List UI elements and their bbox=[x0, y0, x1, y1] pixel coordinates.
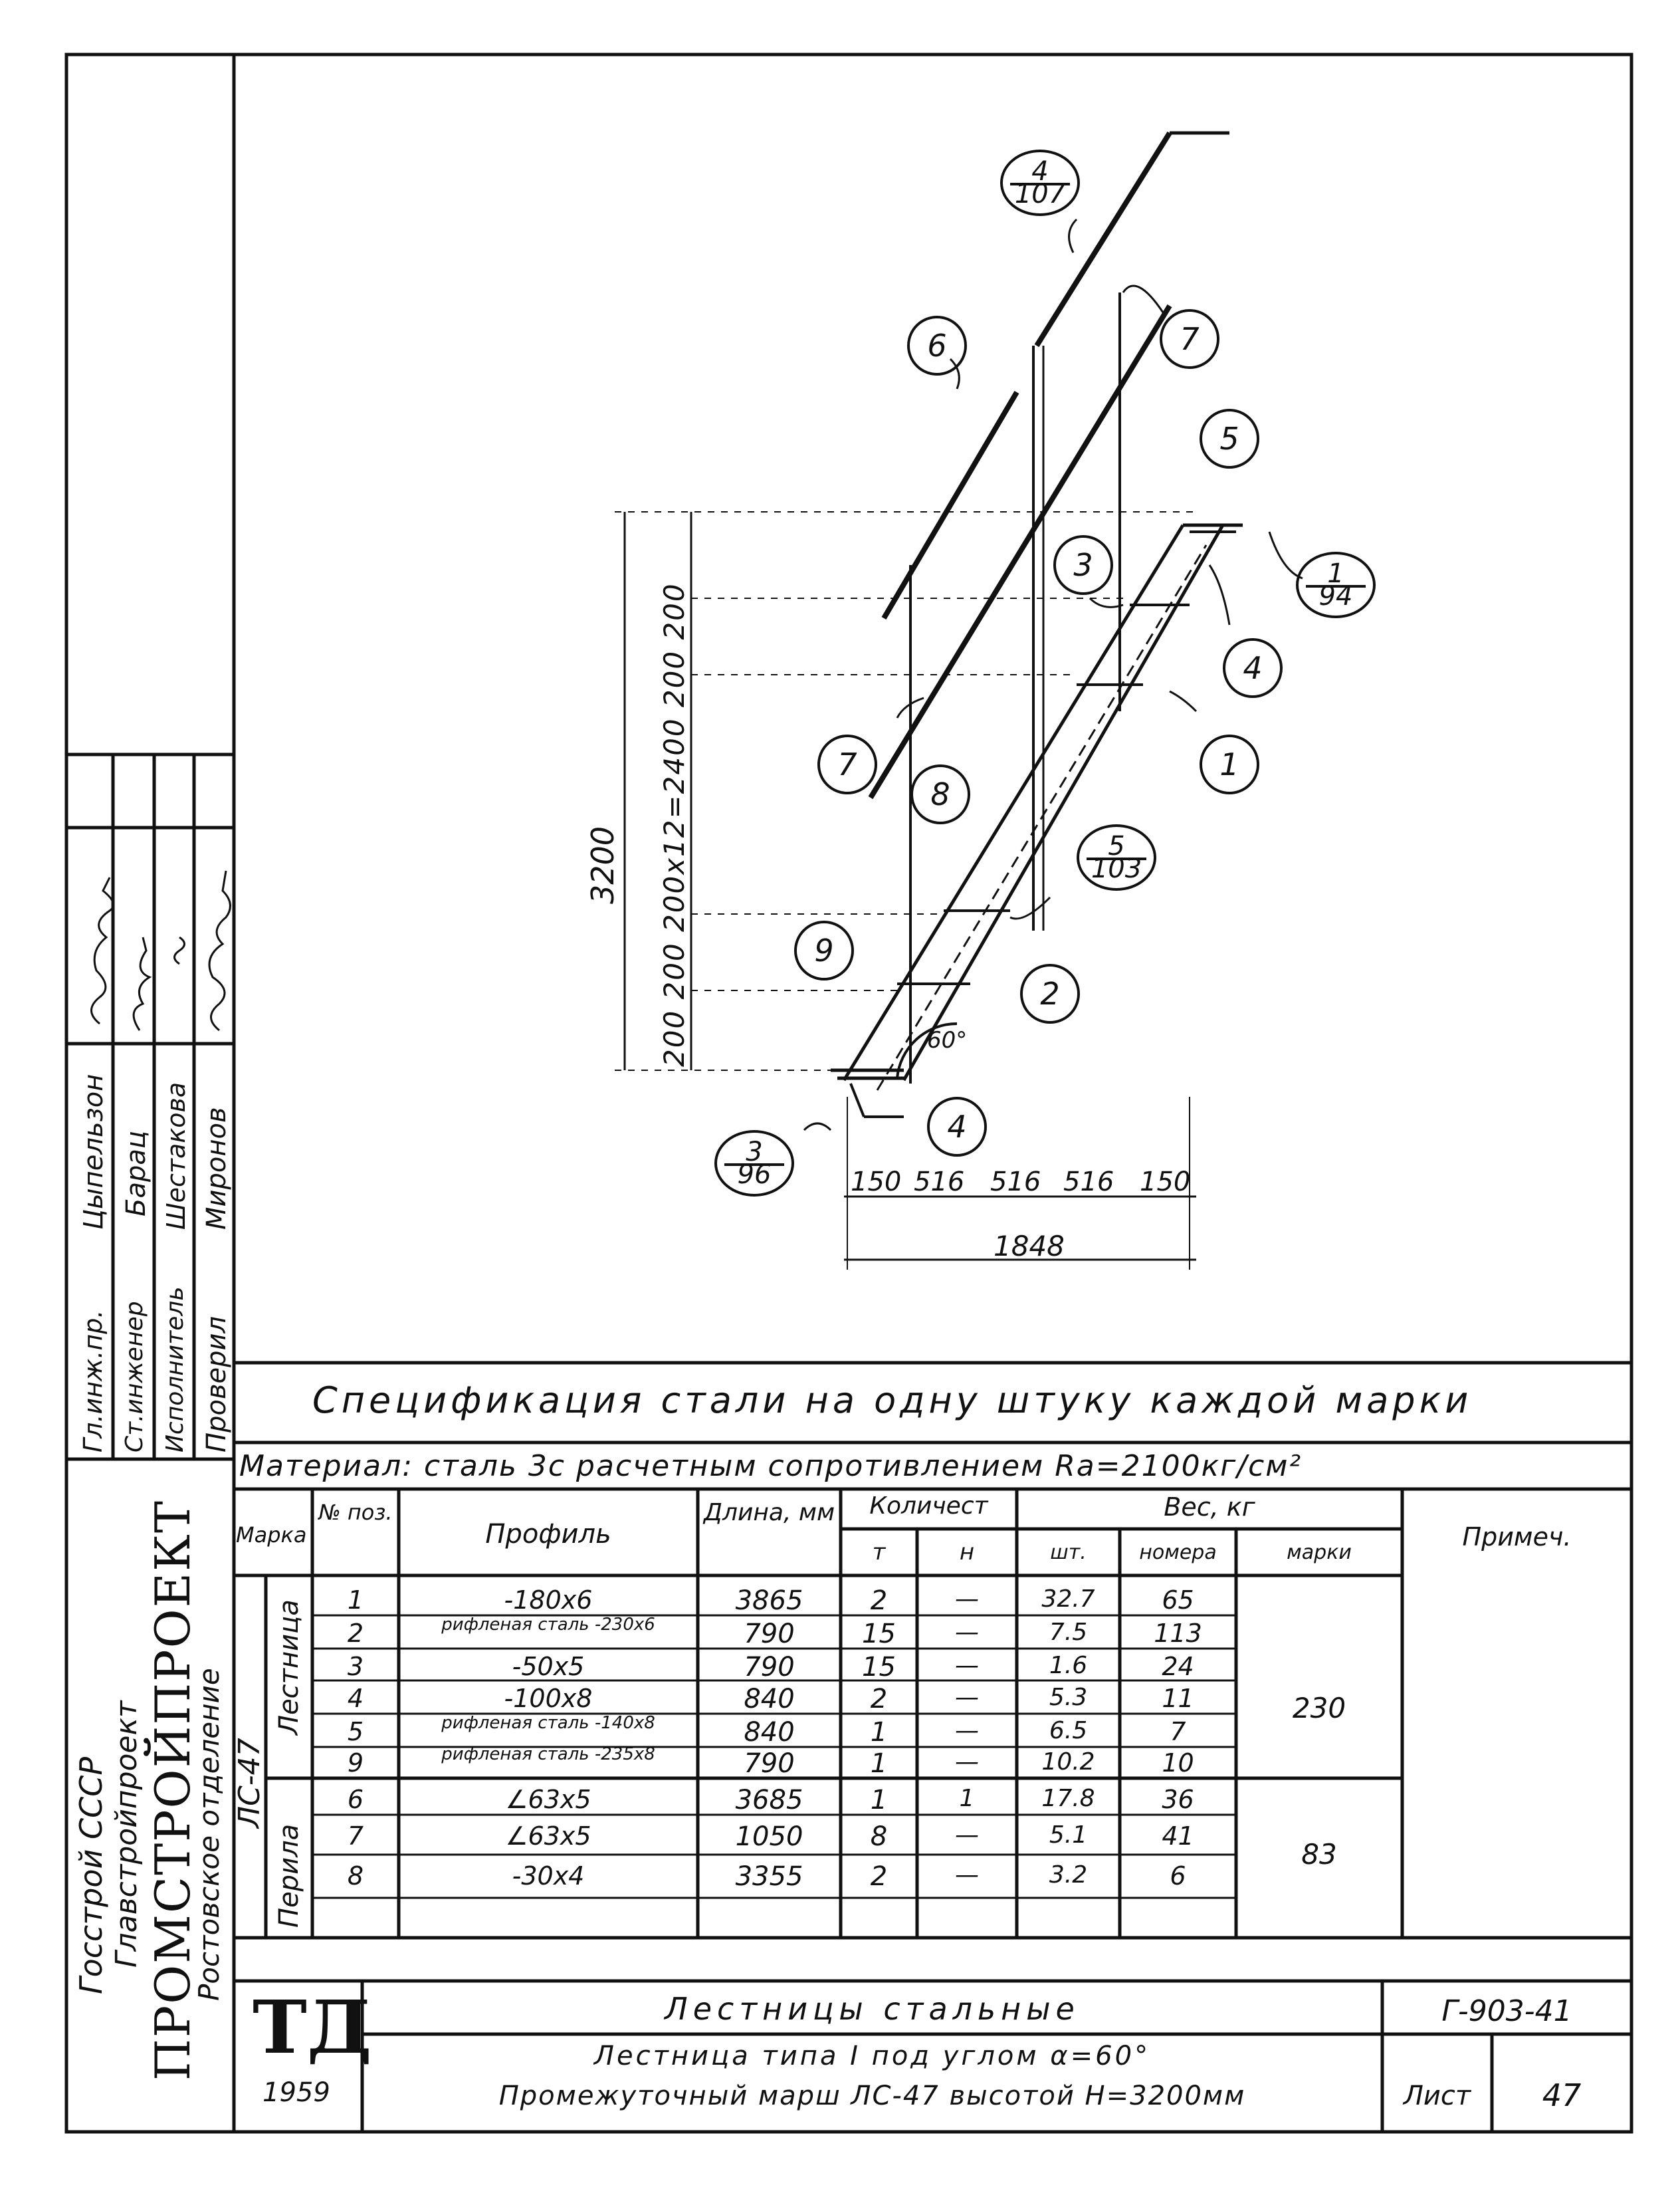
row-qty-n: — bbox=[955, 1684, 979, 1711]
mark-weight-rail: 83 bbox=[1301, 1838, 1337, 1871]
row-w-sht: 3.2 bbox=[1049, 1861, 1088, 1889]
role-chief-engineer: Гл.инж.пр. bbox=[78, 1310, 108, 1452]
row-qty-t: 1 bbox=[870, 1717, 888, 1748]
spec-material: Материал: сталь 3с расчетным сопротивлением Rа=2100кг/см² bbox=[239, 1449, 1303, 1483]
pos-marker-4-bottom: 4 bbox=[927, 1097, 987, 1157]
row-qty-t: 2 bbox=[870, 1684, 888, 1714]
pos-marker-2: 2 bbox=[1020, 964, 1080, 1024]
row-qty-n: — bbox=[955, 1717, 979, 1744]
pos-marker-3: 3 bbox=[1053, 535, 1113, 595]
hdr-w-nomera: номера bbox=[1139, 1541, 1217, 1564]
row-profile: ∠63x5 bbox=[505, 1821, 591, 1851]
row-length: 840 bbox=[744, 1717, 795, 1748]
row-w-nomera: 24 bbox=[1162, 1652, 1194, 1681]
row-pos: 4 bbox=[347, 1684, 364, 1713]
name-tsypelzon: Цыпельзон bbox=[78, 1074, 109, 1230]
row-profile: -180x6 bbox=[504, 1585, 593, 1615]
row-profile: рифленая сталь -235x8 bbox=[441, 1744, 655, 1764]
dim-width-516-a: 516 bbox=[914, 1167, 965, 1197]
row-w-sht: 6.5 bbox=[1049, 1717, 1088, 1744]
sheet-label: Лист bbox=[1403, 2081, 1471, 2111]
hdr-w-sht: шт. bbox=[1050, 1541, 1087, 1564]
row-w-nomera: 36 bbox=[1162, 1785, 1194, 1814]
name-shestakova: Шестакова bbox=[161, 1082, 191, 1230]
row-length: 3865 bbox=[735, 1585, 803, 1616]
org-promstroyproekt: ПРОМСТРОЙПРОЕКТ bbox=[145, 1500, 201, 2081]
row-length: 790 bbox=[744, 1748, 795, 1779]
row-profile: ∠63x5 bbox=[505, 1785, 591, 1814]
row-w-sht: 32.7 bbox=[1041, 1585, 1095, 1613]
dim-width-total: 1848 bbox=[994, 1230, 1065, 1262]
dim-width-150-b: 150 bbox=[1140, 1167, 1191, 1197]
row-qty-t: 15 bbox=[862, 1652, 896, 1682]
year: 1959 bbox=[262, 2077, 330, 2108]
pos-marker-4-top: 4 bbox=[1223, 638, 1283, 698]
row-qty-n: — bbox=[955, 1861, 979, 1889]
pos-marker-7-left: 7 bbox=[817, 735, 877, 794]
row-w-nomera: 41 bbox=[1162, 1821, 1194, 1851]
row-qty-n: — bbox=[955, 1619, 979, 1646]
pos-marker-1: 1 bbox=[1200, 735, 1259, 794]
hdr-pos: № поз. bbox=[318, 1500, 393, 1525]
role-checked: Проверил bbox=[201, 1316, 232, 1452]
row-qty-t: 2 bbox=[870, 1585, 888, 1616]
row-pos: 6 bbox=[347, 1785, 364, 1814]
dim-height-parts: 200 200 200x12=2400 200 200 bbox=[658, 582, 690, 1067]
row-length: 1050 bbox=[735, 1821, 803, 1852]
row-w-nomera: 10 bbox=[1162, 1748, 1194, 1778]
row-w-nomera: 6 bbox=[1170, 1861, 1186, 1891]
pos-marker-5: 5 bbox=[1200, 409, 1259, 469]
title-line2: Лестница типа I под углом α=60° bbox=[593, 2041, 1151, 2071]
mark-weight-stair: 230 bbox=[1292, 1692, 1346, 1724]
row-qty-n: — bbox=[955, 1748, 979, 1776]
row-qty-n: — bbox=[955, 1585, 979, 1613]
row-qty-t: 15 bbox=[862, 1619, 896, 1649]
name-mironov: Миронов bbox=[201, 1107, 232, 1230]
row-w-sht: 17.8 bbox=[1041, 1785, 1095, 1812]
drawing-code: Г-903-41 bbox=[1441, 1994, 1572, 2028]
row-w-nomera: 7 bbox=[1170, 1717, 1186, 1746]
row-profile: -50x5 bbox=[512, 1652, 585, 1681]
row-profile: -100x8 bbox=[504, 1684, 593, 1713]
callout-5-103: 5 103 bbox=[1077, 824, 1156, 891]
mark-label: ЛС-47 bbox=[233, 1738, 266, 1828]
hdr-w-marki: марки bbox=[1287, 1541, 1352, 1564]
row-qty-n: — bbox=[955, 1821, 979, 1849]
pos-marker-7-top: 7 bbox=[1160, 309, 1219, 369]
row-pos: 3 bbox=[347, 1652, 364, 1681]
dim-width-516-b: 516 bbox=[990, 1167, 1041, 1197]
row-qty-n: 1 bbox=[959, 1785, 975, 1812]
row-length: 790 bbox=[744, 1619, 795, 1649]
title-line1: Лестницы стальные bbox=[665, 1991, 1080, 2027]
row-w-sht: 1.6 bbox=[1049, 1652, 1088, 1679]
hdr-marka: Марка bbox=[236, 1522, 307, 1548]
row-qty-t: 1 bbox=[870, 1785, 888, 1815]
row-length: 840 bbox=[744, 1684, 795, 1714]
callout-4-107: 4 107 bbox=[1000, 150, 1080, 216]
group-stair-label: Лестница bbox=[274, 1599, 304, 1735]
hdr-qty: Количест bbox=[869, 1492, 988, 1520]
row-w-sht: 10.2 bbox=[1041, 1748, 1095, 1776]
sheet-number: 47 bbox=[1542, 2077, 1582, 2113]
spec-title: Спецификация стали на одну штуку каждой марки bbox=[312, 1379, 1473, 1421]
row-pos: 9 bbox=[347, 1748, 364, 1778]
hdr-note: Примеч. bbox=[1462, 1522, 1572, 1552]
row-w-sht: 5.1 bbox=[1049, 1821, 1088, 1849]
hdr-length: Длина, мм bbox=[703, 1499, 835, 1526]
dim-width-516-c: 516 bbox=[1063, 1167, 1114, 1197]
org-glavstroyproekt: Главстройпроект bbox=[110, 1700, 144, 1968]
role-senior-engineer: Ст.инженер bbox=[121, 1301, 148, 1452]
row-qty-t: 1 bbox=[870, 1748, 888, 1779]
row-w-nomera: 113 bbox=[1154, 1619, 1202, 1648]
hdr-profile: Профиль bbox=[485, 1519, 611, 1550]
row-w-sht: 7.5 bbox=[1049, 1619, 1088, 1646]
hdr-qty-n: н bbox=[959, 1539, 975, 1565]
row-w-sht: 5.3 bbox=[1049, 1684, 1088, 1711]
row-length: 3355 bbox=[735, 1861, 803, 1892]
name-barats: Барац bbox=[121, 1130, 152, 1216]
role-executor: Исполнитель bbox=[161, 1286, 189, 1452]
row-length: 3685 bbox=[735, 1785, 803, 1815]
row-profile: -30x4 bbox=[512, 1861, 585, 1891]
angle-label: 60° bbox=[927, 1027, 968, 1054]
row-pos: 8 bbox=[347, 1861, 364, 1891]
pos-marker-8: 8 bbox=[910, 764, 970, 824]
dim-width-150-a: 150 bbox=[851, 1167, 902, 1197]
pos-marker-6-top: 6 bbox=[907, 316, 967, 376]
org-gosstroy: Госстрой СССР bbox=[73, 1756, 109, 1994]
title-line3: Промежуточный марш ЛС-47 высотой Н=3200мм bbox=[498, 2081, 1246, 2111]
logo-td: ТД bbox=[253, 1984, 372, 2070]
hdr-weight: Вес, кг bbox=[1164, 1492, 1255, 1522]
row-pos: 1 bbox=[347, 1585, 364, 1615]
row-qty-t: 8 bbox=[870, 1821, 888, 1852]
row-qty-t: 2 bbox=[870, 1861, 888, 1892]
group-rail-label: Перила bbox=[274, 1823, 304, 1928]
row-length: 790 bbox=[744, 1652, 795, 1682]
row-w-nomera: 65 bbox=[1162, 1585, 1194, 1615]
row-pos: 5 bbox=[347, 1717, 364, 1746]
dim-height-total: 3200 bbox=[585, 826, 621, 904]
hdr-qty-t: т bbox=[872, 1539, 886, 1565]
row-qty-n: — bbox=[955, 1652, 979, 1679]
row-w-nomera: 11 bbox=[1162, 1684, 1194, 1713]
callout-3-96: 3 96 bbox=[714, 1130, 794, 1197]
row-pos: 2 bbox=[347, 1619, 364, 1648]
pos-marker-9: 9 bbox=[794, 921, 854, 980]
row-profile: рифленая сталь -140x8 bbox=[441, 1713, 655, 1733]
row-profile: рифленая сталь -230x6 bbox=[441, 1615, 655, 1635]
org-rostov-branch: Ростовское отделение bbox=[193, 1668, 225, 2001]
row-pos: 7 bbox=[347, 1821, 364, 1851]
callout-1-94: 1 94 bbox=[1296, 552, 1376, 618]
